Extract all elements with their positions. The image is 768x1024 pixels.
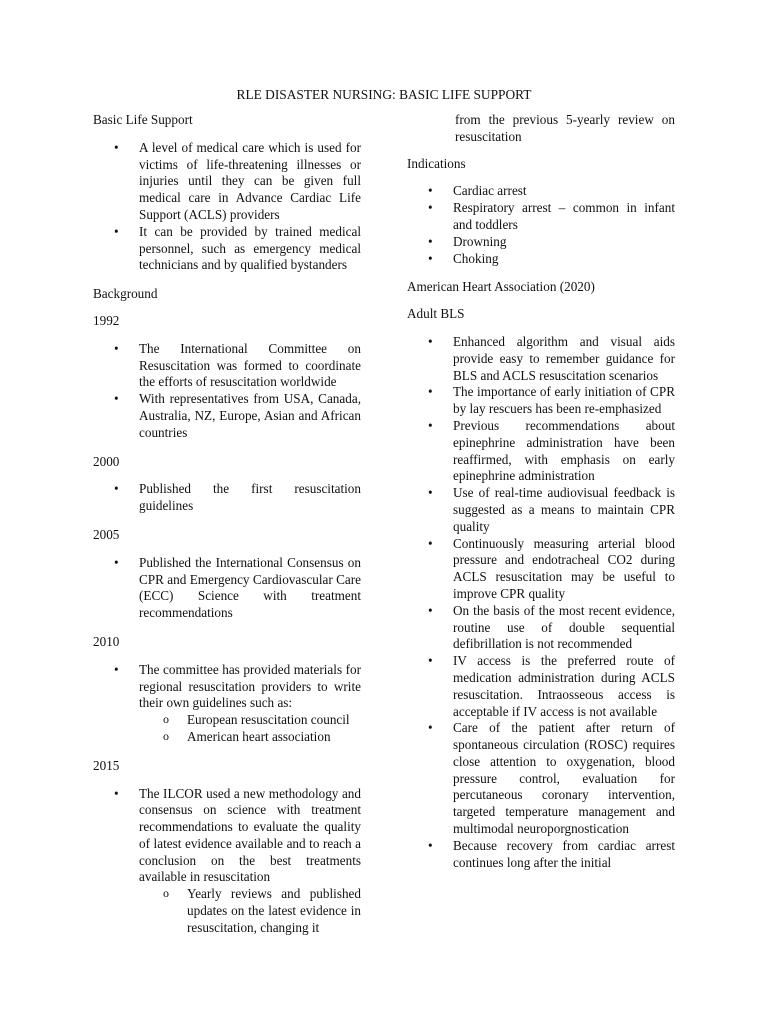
list-item: • IV access is the preferred route of medication administration during ACLS resuscitation. Intraosseous access is acceptable if IV access is not available	[407, 653, 675, 720]
sublist-2015	[139, 886, 361, 936]
year-2005: 2005	[93, 526, 120, 542]
list-item: • Published the International Consensus on CPR and Emergency Cardiovascular Care (ECC) Science with treatment recommendations	[93, 555, 361, 622]
list-item: • The International Committee on Resuscitation was formed to coordinate the efforts of resuscitation worldwide	[93, 341, 361, 391]
list-item: • Use of real-time audiovisual feedback is suggested as a means to maintain CPR quality	[407, 485, 675, 535]
heading-basic-life-support: Basic Life Support	[93, 112, 193, 127]
list-item: • It can be provided by trained medical personnel, such as emergency medical technicians and by qualified bystanders	[93, 224, 361, 274]
year-2010: 2010	[93, 633, 120, 649]
list-item: • Continuously measuring arterial blood pressure and endotracheal CO2 during ACLS resuscitation may be useful to improve CPR quality	[407, 536, 675, 603]
continued-text: from the previous 5-yearly review on resuscitation	[455, 112, 675, 144]
list-item-text: The ILCOR used a new methodology and consensus on science with treatment recommendations to evaluate the quality of latest evidence available and to reach a conclusion on the best treatments available in resuscitation	[139, 785, 361, 885]
list-item: • On the basis of the most recent evidence, routine use of double sequential defibrillation is not recommended	[407, 603, 675, 653]
list-item: • Respiratory arrest – common in infant and toddlers	[407, 200, 675, 234]
list-item	[93, 662, 361, 746]
list-item-text: The committee has provided materials for regional resuscitation providers to write their own guidelines such as:	[139, 661, 361, 711]
document-title: RLE DISASTER NURSING: BASIC LIFE SUPPORT	[236, 87, 532, 102]
right-column	[407, 112, 675, 883]
list-item: • Drowning	[407, 234, 675, 251]
list-item: • Care of the patient after return of spontaneous circulation (ROSC) requires close attention to oxygenation, blood pressure control, evaluation for percutaneous coronary intervention, targeted temperature management and multimodal neuroporgnostication	[407, 720, 675, 838]
list-item: • The importance of early initiation of CPR by lay rescuers has been re-emphasized	[407, 384, 675, 418]
list-item: • With representatives from USA, Canada, Australia, NZ, Europe, Asian and African countries	[93, 391, 361, 441]
list-item: • Because recovery from cardiac arrest continues long after the initial	[407, 838, 675, 872]
list-2010	[93, 662, 361, 746]
heading-background: Background	[93, 286, 158, 302]
list-1992	[93, 341, 361, 442]
bls-list	[93, 140, 361, 274]
continued-sublist	[407, 112, 675, 146]
adult-bls-list	[407, 334, 675, 872]
heading-aha-2020: American Heart Association (2020)	[407, 279, 595, 295]
year-2015: 2015	[93, 757, 120, 773]
list-item: • Published the first resuscitation guidelines	[93, 481, 361, 515]
list-item: • Choking	[407, 251, 675, 268]
left-column	[93, 112, 361, 949]
sub-list-item: o American heart association	[139, 729, 361, 746]
list-item: • Enhanced algorithm and visual aids provide easy to remember guidance for BLS and ACLS resuscitation scenarios	[407, 334, 675, 384]
list-2005	[93, 555, 361, 622]
list-item: • Cardiac arrest	[407, 183, 675, 200]
list-2000	[93, 481, 361, 515]
sub-list-item: o European resuscitation council	[139, 712, 361, 729]
list-item: • A level of medical care which is used for victims of life-threatening illnesses or injuries until they can be given full medical care in Advance Cardiac Life Support (ACLS) providers	[93, 140, 361, 224]
indications-list	[407, 183, 675, 267]
list-item: • Previous recommendations about epinephrine administration have been reaffirmed, with emphasis on early epinephrine administration	[407, 418, 675, 485]
heading-indications: Indications	[407, 155, 466, 171]
heading-adult-bls: Adult BLS	[407, 306, 465, 322]
list-item	[93, 786, 361, 937]
year-2000: 2000	[93, 453, 120, 469]
year-1992: 1992	[93, 312, 120, 328]
sub-list-item: o Yearly reviews and published updates on the latest evidence in resuscitation, changing it	[139, 886, 361, 936]
list-2015	[93, 786, 361, 937]
sublist-2010	[139, 712, 361, 746]
